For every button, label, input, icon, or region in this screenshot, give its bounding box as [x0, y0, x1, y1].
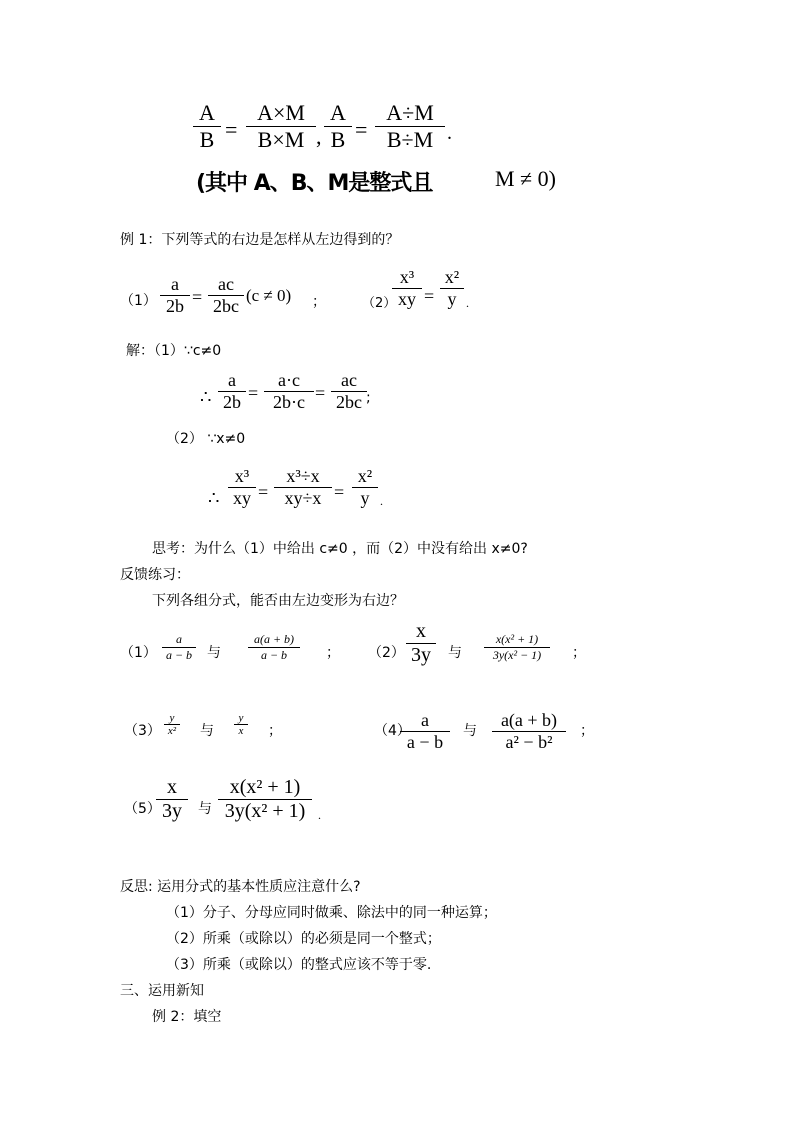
separator: ； — [312, 294, 326, 310]
equals-sign: = — [248, 383, 259, 403]
fraction: $\frac{a}{a - b}$ — [162, 632, 196, 663]
separator: ； — [268, 723, 282, 739]
equals-sign: = — [334, 482, 345, 502]
fraction: $\frac{x}{3y}$ — [156, 776, 188, 823]
comma: , — [316, 124, 322, 149]
with-word: 与 — [200, 723, 214, 739]
fraction: $\frac{\text{x³÷x}}{xy\div x}$ — [274, 466, 332, 509]
period: . — [318, 808, 321, 822]
example1-title: 例 1：下列等式的右边是怎样从左边得到的？ — [120, 232, 400, 248]
feedback-question: 下列各组分式，能否由左边变形为右边？ — [152, 593, 404, 609]
feedback-title: 反馈练习： — [120, 567, 190, 583]
with-word: 与 — [198, 801, 212, 817]
fraction: $\frac{a\cdot c}{2b\cdot c}$ — [264, 370, 314, 413]
exercise-label: （1） — [120, 645, 157, 661]
solution-label: （2） ∵x≠0 — [166, 431, 246, 447]
with-word: 与 — [463, 723, 477, 739]
separator: ； — [572, 645, 586, 661]
equals-sign: = — [424, 286, 435, 306]
therefore-symbol: ∴ — [200, 387, 212, 407]
problem-label: （2） — [362, 296, 397, 311]
fraction: $\frac{\text{x(x² + 1)}}{\text{3y(x² + 1)}}$ — [218, 776, 312, 823]
think-question: 思考：为什么（1）中给出 c≠0 ，而（2）中没有给出 x≠0? — [152, 541, 528, 557]
fraction: $\frac{\text{x³}}{xy}$ — [392, 267, 422, 310]
period: . — [466, 296, 469, 310]
period: . — [447, 122, 452, 144]
exercise-label: （2） — [368, 645, 405, 661]
section-heading: 三、运用新知 — [120, 983, 204, 999]
semicolon: ; — [366, 390, 371, 406]
fraction: $\frac{\text{x²}}{y}$ — [440, 267, 464, 310]
with-word: 与 — [448, 645, 462, 661]
period: . — [380, 494, 383, 508]
fraction: $\frac{A\times M}{B\times M}$ — [246, 100, 316, 153]
solution-label: 解：（1）∵c≠0 — [126, 343, 222, 359]
fraction: $\frac{A}{B}$ — [324, 100, 352, 153]
fraction: $\frac{ac}{2bc}$ — [208, 274, 244, 317]
fraction: $\frac{A\div M}{B\div M}$ — [375, 100, 445, 153]
exercise-label: （4） — [374, 723, 411, 739]
reflection-item: （3）所乘（或除以）的整式应该不等于零. — [166, 957, 432, 973]
equals-sign: = — [315, 383, 326, 403]
reflection-item: （2）所乘（或除以）的必须是同一个整式； — [166, 931, 441, 947]
fraction: $\frac{y}{\text{x²}}$ — [164, 712, 180, 737]
example2-title: 例 2：填空 — [152, 1009, 222, 1025]
condition: (c ≠ 0) — [246, 286, 292, 305]
fraction: $\frac{\text{x³}}{xy}$ — [228, 466, 256, 509]
reflection-title: 反思: 运用分式的基本性质应注意什么? — [120, 879, 361, 895]
fraction: $\frac{x}{3y}$ — [406, 620, 436, 667]
fraction: $\frac{ac}{2bc}$ — [331, 370, 367, 413]
equals-sign: = — [355, 117, 368, 142]
reflection-item: （1）分子、分母应同时做乘、除法中的同一种运算； — [166, 905, 497, 921]
fraction: $\frac{\text{x(x² + 1)}}{\text{3y(x² − 1)}}$ — [484, 632, 550, 663]
fraction: $\frac{a(a + b)}{\text{a² − b²}}$ — [492, 710, 566, 753]
with-word: 与 — [207, 645, 221, 661]
equals-sign: = — [192, 287, 203, 307]
formula-note-condition: M ≠ 0) — [495, 166, 556, 191]
exercise-label: （5） — [124, 801, 161, 817]
problem-label: （1） — [120, 293, 157, 309]
equals-sign: = — [258, 482, 269, 502]
fraction: $\frac{a}{2b}$ — [160, 274, 190, 317]
fraction: $\frac{a(a + b)}{a - b}$ — [248, 632, 300, 663]
fraction: $\frac{a}{a - b}$ — [400, 710, 450, 753]
fraction: $\frac{a}{2b}$ — [218, 370, 246, 413]
separator: ； — [580, 723, 594, 739]
fraction: $\frac{\text{x²}}{y}$ — [352, 466, 378, 509]
formula-note: (其中 A、B、M是整式且 — [196, 171, 433, 196]
fraction: $\frac{A}{B}$ — [193, 100, 221, 153]
therefore-symbol: ∴ — [208, 488, 220, 508]
exercise-label: （3） — [124, 723, 161, 739]
equals-sign: = — [225, 117, 238, 142]
fraction: $\frac{y}{x}$ — [234, 712, 248, 737]
separator: ； — [326, 645, 340, 661]
